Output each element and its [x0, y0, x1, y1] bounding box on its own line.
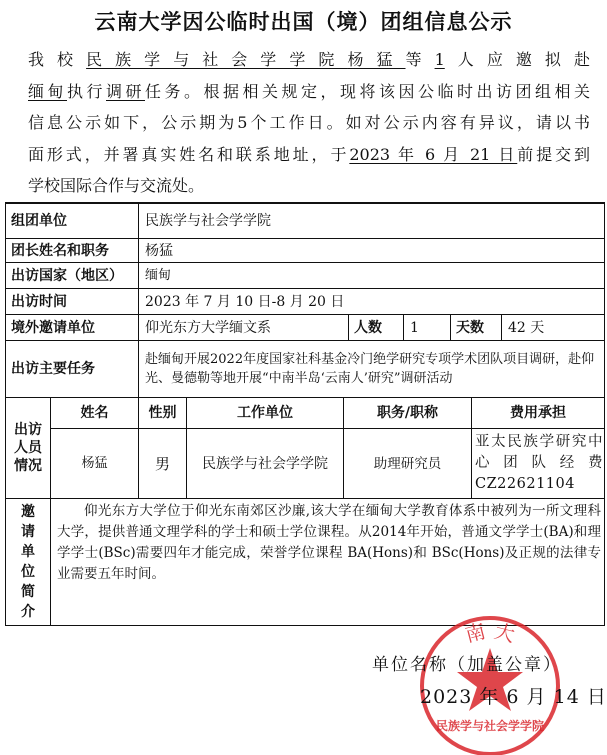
header-title: 职务/职称 — [376, 405, 439, 421]
header-funding: 费用承担 — [510, 405, 566, 421]
personnel-label: 出访 人员 情况 — [14, 422, 42, 474]
leader-label: 团长姓名和职务 — [11, 242, 109, 259]
notice-paragraph — [28, 44, 590, 202]
notice-line-3: 信息公示如下，公示期为5个工作日。如对公示内容有异议，请以书 — [28, 113, 590, 132]
days-value: 42 天 — [508, 319, 545, 336]
days-label: 天数 — [456, 319, 484, 336]
inviter-intro-label: 邀 请 单 位 简 介 — [21, 504, 35, 620]
count-value: 1 — [410, 319, 419, 336]
person-count: 1 — [434, 50, 445, 69]
svg-text:南 大 — [463, 619, 518, 647]
seal-top-text: 南 大 — [462, 618, 518, 647]
destination: 缅甸 — [28, 81, 67, 101]
notice-line-2: 缅甸执行调研任务。根据相关规定，现将该因公临时出访团组相关 — [28, 81, 590, 101]
country-label: 出访国家（地区） — [11, 267, 123, 284]
task-type: 调研 — [106, 81, 145, 101]
official-seal — [414, 606, 566, 755]
member-funding: 亚太民族学研究中心团队经费CZ22621104 — [475, 434, 603, 492]
signature-unit: 单位名称（加盖公章） — [372, 655, 562, 675]
time-label: 出访时间 — [11, 293, 67, 310]
leader-value: 杨猛 — [145, 242, 173, 259]
member-gender: 男 — [154, 454, 170, 473]
deadline-date: 2023 年 6 月 21 日 — [349, 144, 518, 164]
member-name: 杨猛 — [81, 455, 108, 471]
task-label: 出访主要任务 — [11, 361, 95, 377]
notice-line-5: 学校国际合作与交流处。 — [28, 176, 205, 195]
college-name: 民族学与社会学学院 — [86, 50, 348, 69]
signature-date: 2023 年 6 月 14 日 — [420, 686, 607, 708]
header-gender: 性别 — [148, 405, 177, 421]
member-unit: 民族学与社会学学院 — [202, 455, 328, 472]
info-table — [5, 202, 605, 626]
count-label: 人数 — [354, 319, 382, 336]
time-value: 2023 年 7 月 10 日-8 月 20 日 — [145, 293, 345, 310]
inviter-value: 仰光东方大学缅文系 — [145, 319, 271, 336]
inviter-intro-text: 仰光东方大学位于仰光东南郊区沙廉,该大学在缅甸大学教育体系中被列为一所文理科大学，提供普通文理学科的学士和硕士学位课程。从2014年开始，普通文学学士(BA)和理学学士(BSc)需要四年才能完成，荣誉学位课程 BA(Hons)和 BSc(Hons)及正规的法律专业需要五年时间。 — [57, 503, 601, 582]
country-value: 缅甸 — [145, 267, 172, 283]
header-unit: 工作单位 — [237, 405, 293, 421]
notice-line-4: 面形式，并署真实姓名和联系地址，于2023 年 6 月 21 日前提交到 — [28, 144, 590, 164]
member-title: 助理研究员 — [373, 455, 442, 472]
task-value: 赴缅甸开展2022年度国家社科基金冷门绝学研究专项学术团队项目调研，赴仰光、曼德勒等地开展“中南半岛‘云南人’研究”调研活动 — [145, 352, 595, 386]
inviter-label: 境外邀请单位 — [11, 319, 95, 336]
group-unit-value: 民族学与社会学学院 — [145, 213, 271, 229]
group-unit-label: 组团单位 — [11, 213, 67, 229]
header-name: 姓名 — [80, 405, 109, 421]
notice-line-1: 我校民族学与社会学学院杨猛等1人应邀拟赴 — [28, 50, 590, 69]
person-name: 杨猛 — [347, 50, 406, 69]
page-title: 云南大学因公临时出国（境）团组信息公示 — [94, 9, 513, 34]
seal-bottom-text: 民族学与社会学学院 — [435, 719, 545, 733]
